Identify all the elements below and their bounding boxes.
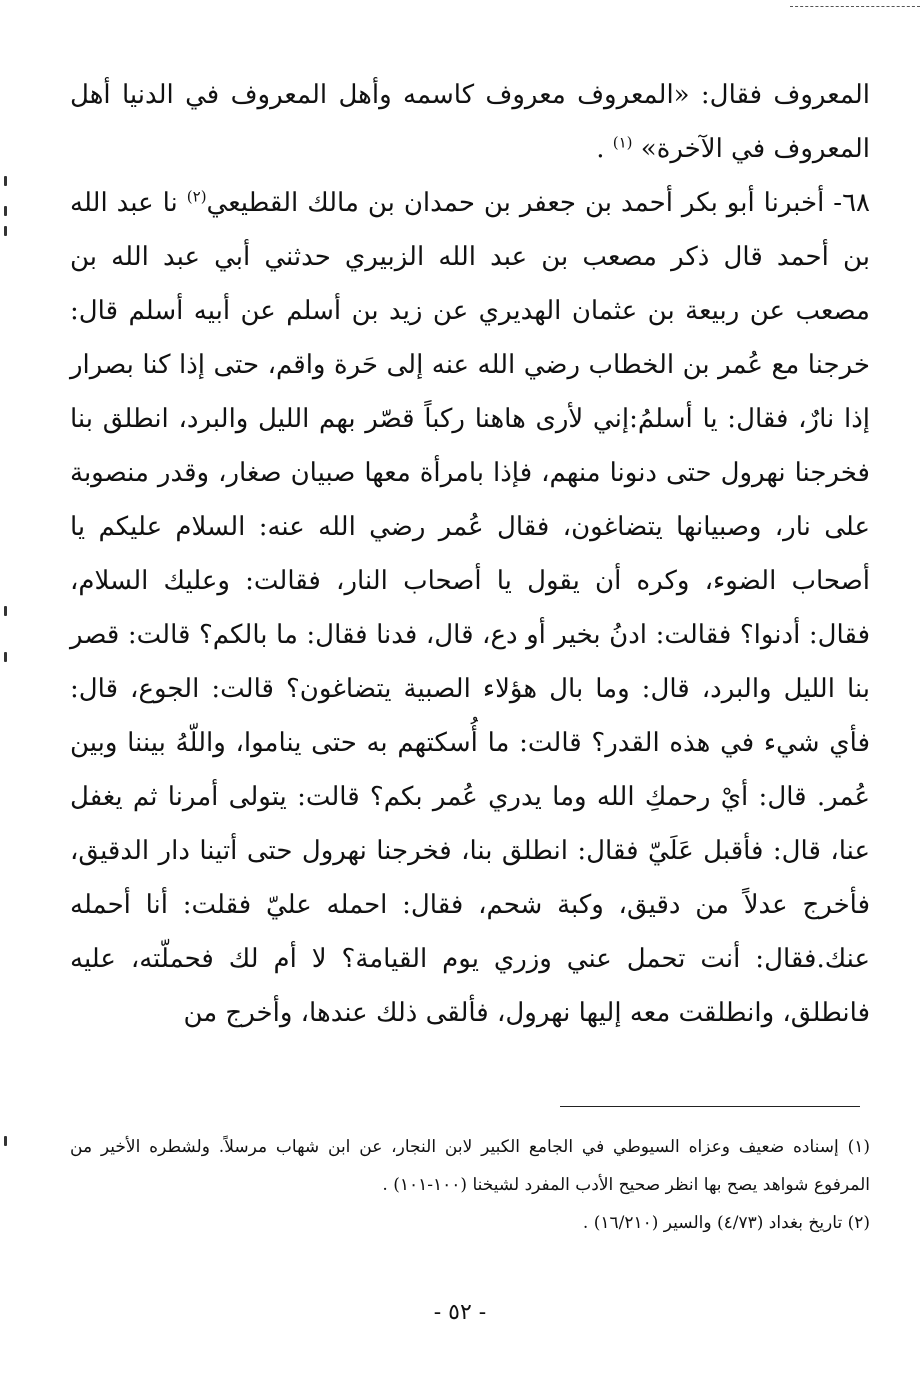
- paragraph-hadith-68-opening: ٦٨- أخبرنا أبو بكر أحمد بن جعفر بن حمدان بن مالك القطيعي: [206, 188, 870, 218]
- margin-mark: [4, 206, 7, 216]
- header-rule: [790, 6, 920, 7]
- paragraph-hadith-68: [70, 176, 870, 1040]
- footnote-ref-1: (١): [612, 133, 633, 152]
- main-text: [70, 68, 870, 1040]
- paragraph-intro-text: المعروف فقال: «المعروف معروف كاسمه وأهل المعروف في الدنيا أهل المعروف في الآخرة»: [70, 80, 870, 164]
- margin-mark: [4, 606, 7, 616]
- footnote-separator: [560, 1106, 860, 1107]
- footnote-2: (٢) تاريخ بغداد (٤/٧٣) والسير (١٦/٢١٠) .: [582, 1213, 870, 1233]
- footnotes: [70, 1128, 870, 1242]
- paragraph-hadith-68-text: نا عبد الله بن أحمد قال ذكر مصعب بن عبد الله الزبيري حدثني أبي عبد الله بن مصعب عن ربيعة بن عثمان الهديري عن زيد بن أسلم عن أبيه أسلم قال: خرجنا مع عُمر بن الخطاب رضي الله عنه إلى حَرة واقم، حتى إذا كنا بصرار إذا نارٌ، فقال: يا أسلمُ:إني لأرى هاهنا ركباً قصّر بهم الليل والبرد، انطلق بنا فخرجنا نهرول حتى دنونا منهم، فإذا بامرأة معها صبيان صغار، وقدر منصوبة على نار، وصبيانها يتضاغون، فقال عُمر رضي الله عنه: السلام عليكم يا أصحاب الضوء، وكره أن يقول يا أصحاب النار، فقالت: وعليك السلام، فقال: أدنوا؟ فقالت: ادنُ بخير أو دع، قال، فدنا فقال: ما بالكم؟ قالت: قصر بنا الليل والبرد، قال: وما بال هؤلاء الصبية يتضاغون؟ قالت: الجوع، قال: فأي شيء في هذه القدر؟ قالت: ما أُسكتهم به حتى يناموا، واللّهُ بيننا وبين عُمر. قال: أيْ رحمكِ الله وما يدري عُمر بكم؟ قالت: يتولى أمرنا ثم يغفل عنا، قال: فأقبل عَلَيّ فقال: انطلق بنا، فخرجنا نهرول حتى أتينا دار الدقيق، فأخرج عدلاً من دقيق، وكبة شحم، فقال: احمله عليّ فقلت: أنا أحمله عنك.فقال: أنت تحمل عني وزري يوم القيامة؟ لا أم لك فحملّته، عليه فانطلق، وانطلقت معه إليها نهرول، فألقى ذلك عندها، وأخرج من: [70, 188, 870, 1028]
- paragraph-intro: [70, 68, 870, 176]
- margin-mark: [4, 652, 7, 662]
- margin-mark: [4, 226, 7, 236]
- margin-mark: [4, 176, 7, 186]
- footnote-1: (١) إسناده ضعيف وعزاه السيوطي في الجامع الكبير لابن النجار، عن ابن شهاب مرسلاً. ولشطره الأخير من المرفوع شواهد يصح بها انظر صحيح الأدب المفرد لشيخنا (١٠٠-١٠١) .: [70, 1137, 870, 1195]
- period: .: [596, 134, 613, 164]
- margin-mark: [4, 1136, 7, 1146]
- page-number: - ٥٢ -: [433, 1300, 487, 1325]
- footnote-ref-2: (٢): [186, 187, 207, 206]
